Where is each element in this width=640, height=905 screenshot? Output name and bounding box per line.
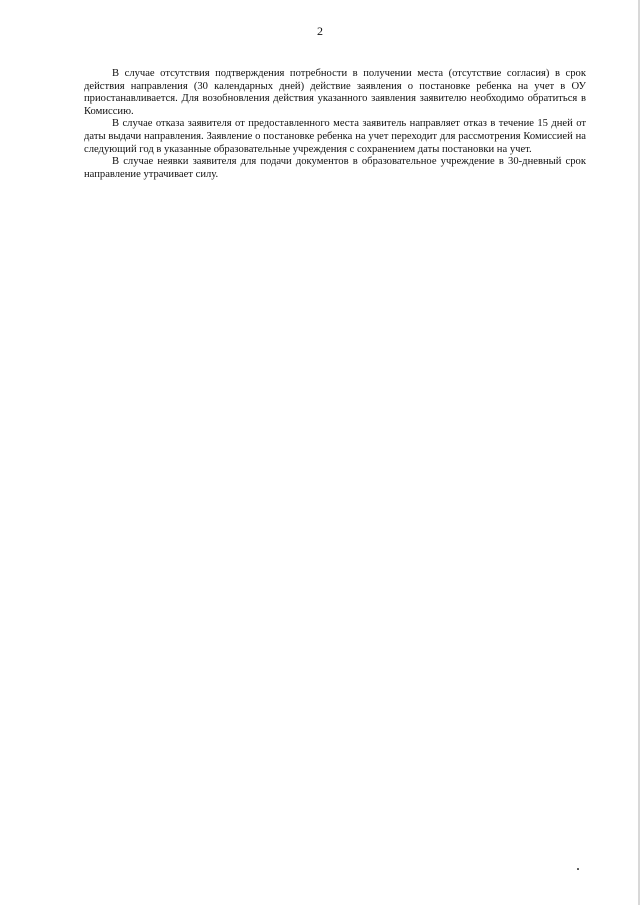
page-number: 2 <box>317 24 323 38</box>
paragraph-confirmation: В случае отсутствия подтверждения потребности в получении места (отсутствие согласия) в срок действия направления (30 календарных дней) действие заявления о постановке ребенка на учет в ОУ приостанавливается. Для возобновления действия указанного заявления заявителю необходимо обратиться в Комиссию. <box>84 68 586 117</box>
scan-speck <box>577 868 579 870</box>
paragraph-no-show: В случае неявки заявителя для подачи документов в образовательное учреждение в 30-дневный срок направление утрачивает силу. <box>84 156 586 180</box>
paragraph-refusal: В случае отказа заявителя от предоставленного места заявитель направляет отказ в течение 15 дней от даты выдачи направления. Заявление о постановке ребенка на учет переходит для рассмотрения Комиссией на следующий год в указанные образовательные учреждения с сохранением даты постановки на учет. <box>84 118 586 155</box>
document-body <box>84 68 586 181</box>
